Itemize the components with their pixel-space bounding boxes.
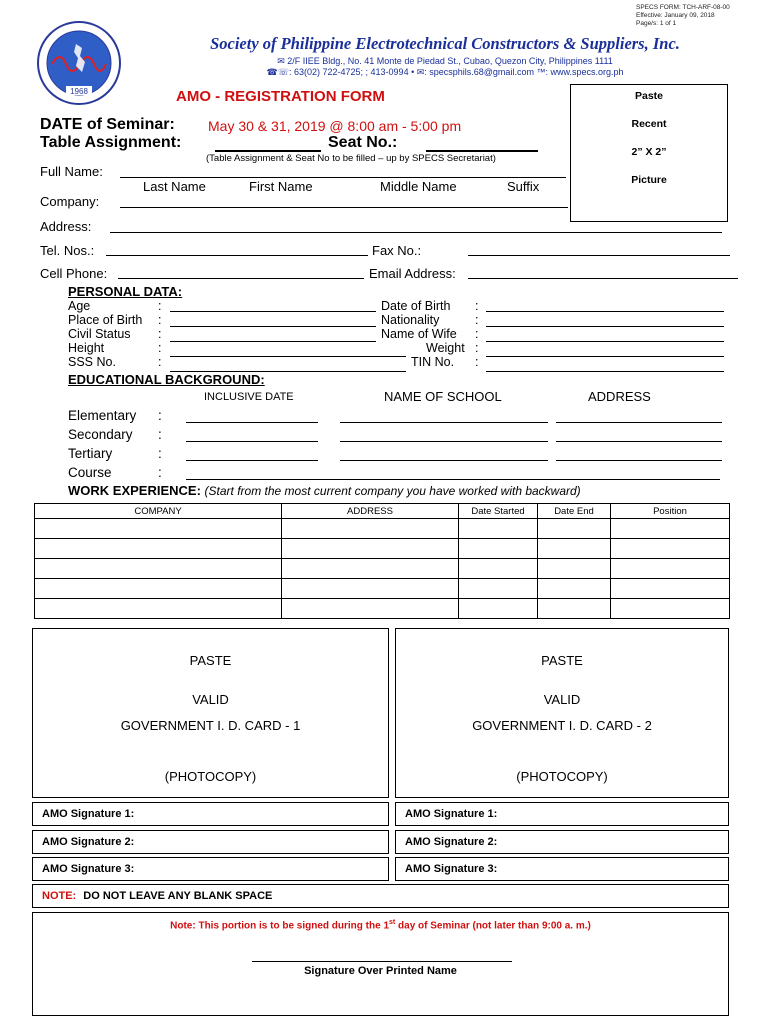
signature-caption: Signature Over Printed Name <box>304 965 457 977</box>
date-started-cell[interactable] <box>459 559 538 579</box>
elementary-school-field[interactable] <box>340 410 548 423</box>
col-date-started: Date Started <box>459 504 538 519</box>
picture-box <box>570 84 728 222</box>
col-position: Position <box>611 504 730 519</box>
date-end-cell[interactable] <box>538 559 611 579</box>
height-label: Height <box>68 341 105 355</box>
last-name-label: Last Name <box>143 179 206 194</box>
address-label: Address: <box>40 219 92 234</box>
seminar-note-pre: Note: This portion is to be signed during the 1 <box>170 920 390 932</box>
amo-signature-2-right[interactable]: AMO Signature 2: <box>395 830 729 854</box>
id-card-1-box[interactable] <box>32 628 389 798</box>
form-code-block <box>636 4 730 28</box>
position-cell[interactable] <box>611 519 730 539</box>
col-company: COMPANY <box>35 504 282 519</box>
amo-signature-2-left[interactable]: AMO Signature 2: <box>32 830 389 854</box>
personal-left-labels <box>68 299 158 369</box>
personal-left-fields <box>170 299 406 374</box>
id2-paste: PASTE <box>541 653 583 668</box>
secondary-school-field[interactable] <box>340 429 548 442</box>
dob-field[interactable] <box>486 299 724 312</box>
address-cell[interactable] <box>282 599 459 619</box>
date-end-cell[interactable] <box>538 579 611 599</box>
position-cell[interactable] <box>611 579 730 599</box>
work-heading-line <box>68 483 581 498</box>
table-row <box>35 539 730 559</box>
table-assignment-label: Table Assignment: <box>40 134 182 151</box>
sss-field[interactable] <box>170 359 406 372</box>
col-school: NAME OF SCHOOL <box>384 389 502 404</box>
org-address: ✉ 2/F IIEE Bldg., No. 41 Monte de Piedad St., Cubao, Quezon City, Philippines 1111 <box>277 56 613 66</box>
age-field[interactable] <box>170 299 376 312</box>
secondary-address-field[interactable] <box>556 429 722 442</box>
company-cell[interactable] <box>35 599 282 619</box>
col-inclusive-date: INCLUSIVE DATE <box>204 391 294 403</box>
tertiary-date-field[interactable] <box>186 448 318 461</box>
table-row <box>35 579 730 599</box>
position-cell[interactable] <box>611 539 730 559</box>
id1-card-label: GOVERNMENT I. D. CARD - 1 <box>120 718 301 733</box>
company-cell[interactable] <box>35 519 282 539</box>
personal-right-fields <box>486 299 724 374</box>
full-name-label: Full Name: <box>40 164 103 179</box>
col-date-end: Date End <box>538 504 611 519</box>
tel-label: Tel. Nos.: <box>40 243 95 258</box>
table-assignment-field[interactable] <box>215 140 321 152</box>
amo-signature-1-right[interactable]: AMO Signature 1: <box>395 802 729 826</box>
date-label: DATE of Seminar: <box>40 116 175 133</box>
logo-year: 1968 <box>70 87 88 96</box>
date-end-cell[interactable] <box>538 599 611 619</box>
position-cell[interactable] <box>611 599 730 619</box>
date-value: May 30 & 31, 2019 @ 8:00 am - 5:00 pm <box>208 118 462 134</box>
middle-name-label: Middle Name <box>380 179 457 194</box>
id1-valid: VALID <box>192 692 229 707</box>
address-field[interactable] <box>110 220 722 233</box>
suffix-label: Suffix <box>507 179 540 194</box>
civil-status-field[interactable] <box>170 329 376 342</box>
personal-data-heading: PERSONAL DATA: <box>68 284 183 299</box>
elementary-address-field[interactable] <box>556 410 722 423</box>
picture-paste: Paste <box>634 90 664 102</box>
address-cell[interactable] <box>282 539 459 559</box>
email-label: Email Address: <box>369 266 456 281</box>
tertiary-address-field[interactable] <box>556 448 722 461</box>
seat-label: Seat No.: <box>328 134 398 151</box>
dob-label: Date of Birth <box>381 299 451 313</box>
tin-label: TIN No. <box>411 355 455 369</box>
edu-row-secondary: Secondary : <box>68 427 728 445</box>
page-count: Page/s: 1 of 1 <box>636 20 677 27</box>
weight-label: Weight <box>426 341 465 355</box>
address-cell[interactable] <box>282 579 459 599</box>
tertiary-school-field[interactable] <box>340 448 548 461</box>
personal-right-colons: : : : : : <box>475 299 479 369</box>
secondary-date-field[interactable] <box>186 429 318 442</box>
seminar-note-post: day of Seminar (not later than 9:00 a. m.) <box>395 920 591 932</box>
seminar-note-sup: st <box>389 919 396 926</box>
wife-label: Name of Wife <box>381 327 457 341</box>
course-field[interactable] <box>186 467 720 480</box>
id2-photocopy: (PHOTOCOPY) <box>516 769 608 784</box>
weight-field[interactable] <box>486 344 724 357</box>
effective-date: Effective: January 09, 2018 <box>636 12 715 19</box>
age-label: Age <box>68 299 91 313</box>
elementary-date-field[interactable] <box>186 410 318 423</box>
civil-status-label: Civil Status <box>68 327 131 341</box>
edu-row-course: Course : <box>68 465 728 483</box>
signature-line[interactable] <box>252 960 512 962</box>
company-label: Company: <box>40 194 100 209</box>
company-field[interactable] <box>120 195 568 208</box>
date-started-cell[interactable] <box>459 519 538 539</box>
id1-paste: PASTE <box>189 653 232 668</box>
date-started-cell[interactable] <box>459 539 538 559</box>
nationality-field[interactable] <box>486 314 724 327</box>
org-name: Society of Philippine Electrotechnical Constructors & Suppliers, Inc. <box>210 34 680 53</box>
work-experience-table <box>34 503 730 619</box>
id1-photocopy: (PHOTOCOPY) <box>164 769 257 784</box>
wife-field[interactable] <box>486 329 724 342</box>
work-heading: WORK EXPERIENCE: <box>68 483 201 498</box>
form-code: SPECS FORM: TCH-ARF-08-00 <box>636 4 730 11</box>
work-header-row <box>35 504 730 519</box>
secretariat-note: (Table Assignment & Seat No to be filled – up by SPECS Secretariat) <box>206 153 496 164</box>
org-logo <box>36 20 122 106</box>
blank-space-note <box>32 884 729 908</box>
note-label: NOTE: <box>42 890 77 902</box>
amo-signature-3-left[interactable]: AMO Signature 3: <box>32 857 389 881</box>
elementary-label: Elementary <box>68 408 137 423</box>
id2-valid: VALID <box>543 692 581 707</box>
org-contact: ☎☏: 63(02) 722-4725; ; 413-0994 • ✉: specsphils.68@gmail.com ™: www.specs.org.ph <box>266 67 624 77</box>
work-note: (Start from the most current company you have worked with backward) <box>204 484 581 498</box>
position-cell[interactable] <box>611 559 730 579</box>
company-cell[interactable] <box>35 539 282 559</box>
col-address: ADDRESS <box>282 504 459 519</box>
edu-row-tertiary: Tertiary : <box>68 446 728 464</box>
address-cell[interactable] <box>282 519 459 539</box>
table-row <box>35 599 730 619</box>
secondary-label: Secondary <box>68 427 133 442</box>
picture-size: 2” X 2” <box>631 146 667 158</box>
date-end-cell[interactable] <box>538 539 611 559</box>
amo-signature-1-left[interactable]: AMO Signature 1: <box>32 802 389 826</box>
email-field[interactable] <box>468 266 738 279</box>
place-of-birth-label: Place of Birth <box>68 313 143 327</box>
col-address: ADDRESS <box>588 389 651 404</box>
address-cell[interactable] <box>282 559 459 579</box>
seminar-note <box>33 919 728 931</box>
tin-field[interactable] <box>486 359 724 372</box>
date-started-cell[interactable] <box>459 599 538 619</box>
seminar-signature-box <box>32 912 729 1016</box>
fax-field[interactable] <box>468 243 730 256</box>
table-row <box>35 559 730 579</box>
sss-label: SSS No. <box>68 355 116 369</box>
id-card-2-box[interactable] <box>395 628 729 798</box>
cell-field[interactable] <box>118 266 364 279</box>
tertiary-label: Tertiary <box>68 446 113 461</box>
place-of-birth-field[interactable] <box>170 314 376 327</box>
note-text: DO NOT LEAVE ANY BLANK SPACE <box>83 890 273 902</box>
height-field[interactable] <box>170 344 406 357</box>
edu-row-elementary: Elementary : <box>68 408 728 426</box>
company-cell[interactable] <box>35 579 282 599</box>
course-label: Course <box>68 465 112 480</box>
date-end-cell[interactable] <box>538 519 611 539</box>
picture-label: Picture <box>631 174 667 186</box>
picture-recent: Recent <box>631 118 667 130</box>
cell-label: Cell Phone: <box>40 266 108 281</box>
amo-signature-3-right[interactable]: AMO Signature 3: <box>395 857 729 881</box>
personal-left-colons: : : : : : <box>158 299 162 369</box>
table-row <box>35 519 730 539</box>
tel-field[interactable] <box>106 243 368 256</box>
form-title: AMO - REGISTRATION FORM <box>176 88 385 105</box>
nationality-label: Nationality <box>381 313 440 327</box>
company-cell[interactable] <box>35 559 282 579</box>
date-started-cell[interactable] <box>459 579 538 599</box>
full-name-field[interactable] <box>120 165 566 178</box>
first-name-label: First Name <box>249 179 313 194</box>
seat-field[interactable] <box>426 140 538 152</box>
fax-label: Fax No.: <box>372 243 422 258</box>
education-heading: EDUCATIONAL BACKGROUND: <box>68 372 265 387</box>
id2-card-label: GOVERNMENT I. D. CARD - 2 <box>472 718 652 733</box>
